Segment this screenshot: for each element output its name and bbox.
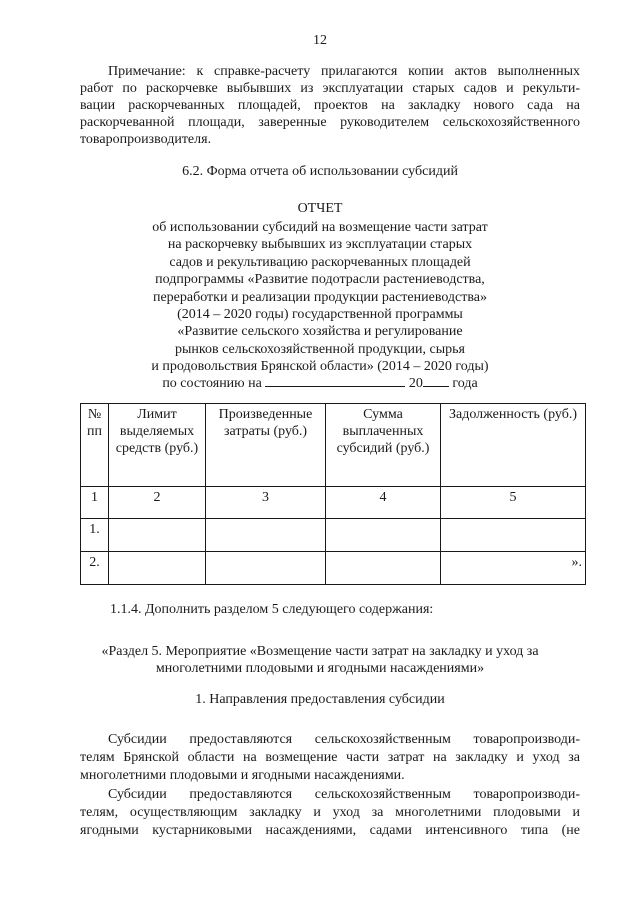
section-5-title: [0, 643, 640, 677]
column-number-cell: 2: [109, 487, 206, 519]
subtitle-line: на раскорчевку выбывших из эксплуатации старых: [167, 237, 473, 253]
page-number: 12: [313, 33, 327, 48]
section-5-line: «Раздел 5. Мероприятие «Возмещение части затрат на закладку и уход за: [101, 644, 539, 659]
subsidy-directions-heading: 1. Направления предоставления субсидии: [195, 692, 445, 707]
table-row: [81, 519, 586, 552]
table-cell[interactable]: [109, 519, 206, 552]
subtitle-line: переработки и реализации продукции растениеводства»: [152, 289, 488, 305]
table-cell[interactable]: [206, 519, 326, 552]
body-line: Субсидии предоставляются сельскохозяйственным товаропроизводи-: [108, 732, 580, 747]
column-number-cell: 4: [326, 487, 441, 519]
column-number-row: [81, 487, 586, 519]
header-cell: № пп: [81, 404, 109, 487]
body-line: телям Брянской области на возмещение части затрат на закладку и уход за: [80, 750, 580, 766]
subtitle-line: рынков сельскохозяйственной продукции, сырья: [175, 341, 465, 357]
date-suffix: года: [452, 376, 478, 391]
subtitle-line: «Развитие сельского хозяйства и регулирование: [177, 324, 463, 340]
subtitle-line: садов и рекультивацию раскорчеванных площадей: [169, 254, 471, 270]
table-cell[interactable]: [326, 552, 441, 585]
date-blank[interactable]: [265, 373, 405, 387]
column-number-cell: 1: [81, 487, 109, 519]
row-number-cell: 2.: [81, 552, 109, 585]
section-heading: 6.2. Форма отчета об использовании субсидий: [182, 164, 458, 179]
report-date-line: [0, 373, 640, 392]
note-line: Примечание: к справке-расчету прилагаются копии актов выполненных: [108, 64, 580, 79]
report-title: ОТЧЕТ: [297, 201, 343, 216]
report-table: [80, 403, 586, 585]
note-line: вации раскорчеванных площадей, проектов на закладку нового сада на: [80, 98, 580, 113]
header-cell: Сумма выплаченных субсидий (руб.): [326, 404, 441, 487]
date-prefix: по состоянию на: [162, 376, 262, 391]
column-number-cell: 5: [441, 487, 586, 519]
subtitle-line: подпрограммы «Развитие подотрасли растениеводства,: [155, 272, 485, 288]
body-line: Субсидии предоставляются сельскохозяйственным товаропроизводи-: [108, 786, 580, 802]
note-paragraph: [80, 63, 580, 148]
table-cell[interactable]: ».: [441, 552, 586, 585]
table-cell[interactable]: [326, 519, 441, 552]
date-year: 20: [408, 376, 423, 391]
subtitle-line: (2014 – 2020 годы) государственной программы: [177, 307, 463, 323]
amendment-paragraph: 1.1.4. Дополнить разделом 5 следующего содержания:: [110, 602, 434, 617]
table-cell[interactable]: [441, 519, 586, 552]
body-paragraphs: [80, 731, 580, 840]
body-line: телям, осуществляющим закладку и уход за многолетними плодовыми и: [80, 804, 580, 820]
report-subtitle: [0, 219, 640, 376]
table-cell[interactable]: [206, 552, 326, 585]
column-number-cell: 3: [206, 487, 326, 519]
body-line: ягодными кустарниковыми насаждениями, садами интенсивного типа (не: [80, 823, 580, 839]
subtitle-line: и продовольствия Брянской области» (2014 – 2020 годы): [151, 359, 489, 375]
table-row: [81, 552, 586, 585]
body-line: многолетними плодовыми и ягодными насаждениями.: [80, 768, 405, 784]
note-line: работ по раскорчевке выбывших из эксплуатации старых садов и рекульти-: [80, 81, 580, 96]
row-number-cell: 1.: [81, 519, 109, 552]
table-cell[interactable]: [109, 552, 206, 585]
header-cell: Лимит выделяемых средств (руб.): [109, 404, 206, 487]
note-line: раскорчеванной площади, заверенные руководителем сельскохозяйственного: [80, 115, 580, 130]
note-line: товаропроизводителя.: [80, 132, 212, 147]
header-cell: Задолженность (руб.): [441, 404, 586, 487]
year-blank[interactable]: [423, 373, 449, 387]
subtitle-line: об использовании субсидий на возмещение части затрат: [152, 220, 488, 235]
table-header-row: [81, 404, 586, 487]
section-5-line: многолетними плодовыми и ягодными насаждениями»: [155, 661, 485, 676]
header-cell: Произведенные затраты (руб.): [206, 404, 326, 487]
